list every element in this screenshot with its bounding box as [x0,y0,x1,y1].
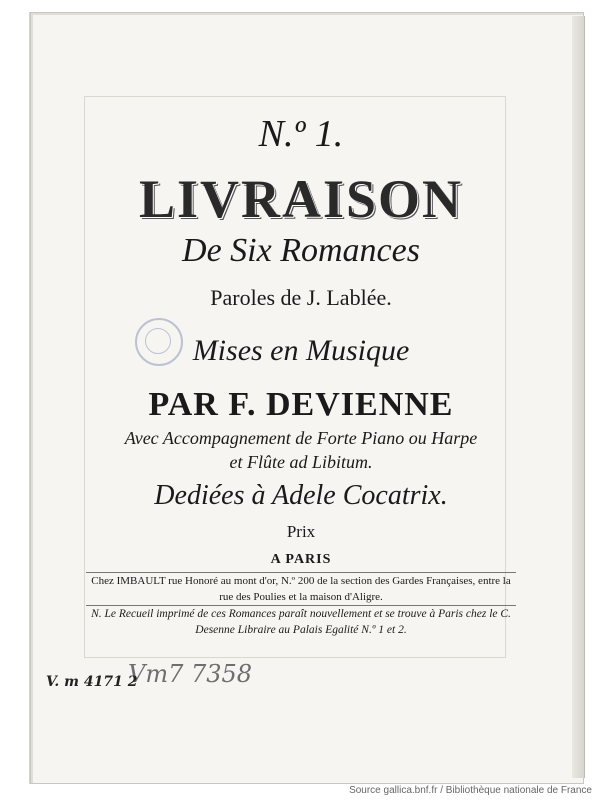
main-title: LIVRAISON [138,169,464,229]
source-credit: Source gallica.bnf.fr / Bibliothèque nationale de France [349,785,592,796]
composer-line: PAR F. DEVIENNE [148,386,454,423]
music-line: Mises en Musique [192,334,410,367]
accompaniment-line-1: Avec Accompagnement de Forte Piano ou Harpe [124,428,478,448]
lyricist-line: Paroles de J. Lablée. [210,285,392,310]
price-label: Prix [286,522,316,541]
issue-number: N.º 1. [258,113,344,155]
publication-notice: N. Le Recueil imprimé de ces Romances paraît nouvellement et se trouve à Paris chez le C. Desenne Libraire au Palais Egalité N.º 1 et 2. [91,608,511,636]
subtitle: De Six Romances [182,232,420,269]
dedication-line: Dediées à Adele Cocatrix. [154,480,448,511]
publisher-city: A PARIS [270,552,332,567]
publisher-address: Chez IMBAULT rue Honoré au mont d'or, N.º 200 de la section des Gardes Françaises, entre la rue des Poulies et la maison d'Aligre. [86,572,516,606]
call-number-annotation: Vm7 7358 [128,660,253,688]
accompaniment-line-2: et Flûte ad Libitum. [229,452,373,472]
shelf-mark-annotation: V. m 4171 2 [46,674,138,690]
